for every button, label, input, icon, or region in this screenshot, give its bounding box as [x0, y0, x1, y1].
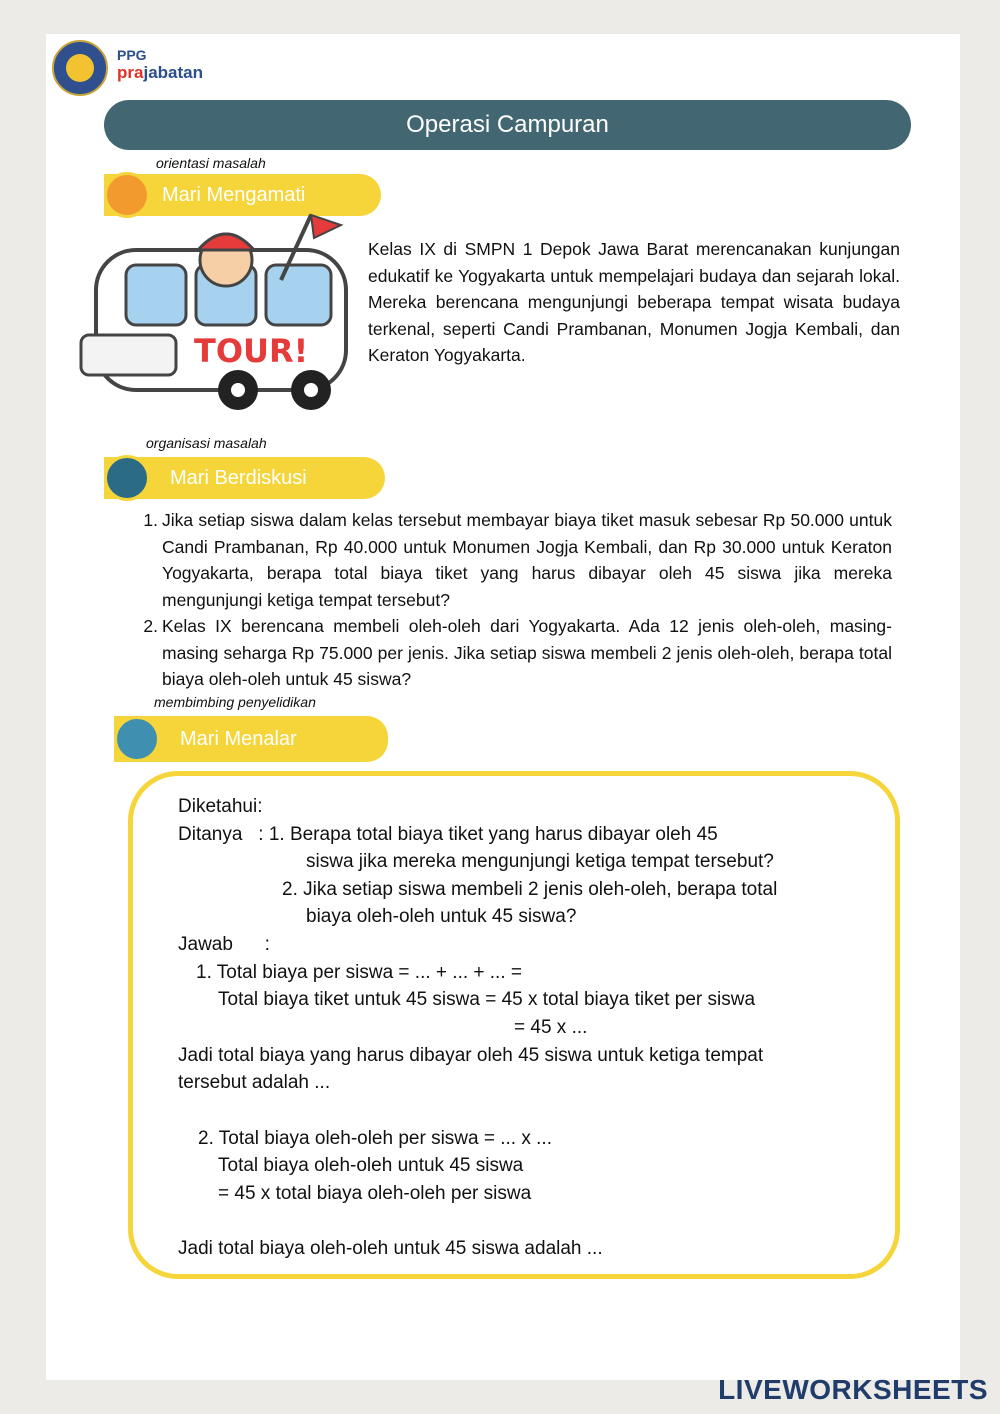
answer-line: Jadi total biaya yang harus dibayar oleh 45 siswa untuk ketiga tempat [178, 1045, 764, 1066]
page-title: Operasi Campuran [104, 100, 911, 150]
answer-line: Total biaya oleh-oleh untuk 45 siswa [218, 1155, 524, 1176]
section2-note: organisasi masalah [146, 435, 267, 451]
answer-line: 2. Jika setiap siswa membeli 2 jenis oleh-oleh, berapa total [282, 879, 778, 900]
answer-line: 1. Total biaya per siswa = ... + ... + ... = [196, 962, 522, 983]
answer-line: 2. Total biaya oleh-oleh per siswa = ... x ... [198, 1128, 552, 1149]
liveworksheets-logo: LIVEWORKSHEETS [718, 1374, 988, 1405]
list-item: 2. Kelas IX berencana membeli oleh-oleh dari Yogyakarta. Ada 12 jenis oleh-oleh, masing-masing seharga Rp 75.000 per jenis. Jika setiap siswa membeli 2 jenis oleh-oleh, berapa total biaya oleh-oleh untuk 45 siswa? [143, 616, 892, 689]
bus-tour-text: TOUR! [194, 332, 309, 370]
section1-paragraph: Kelas IX di SMPN 1 Depok Jawa Barat merencanakan kunjungan edukatif ke Yogyakarta untuk mempelajari budaya dan sejarah lokal. Mereka berencana mengunjungi beberapa tempat wisata budaya terkenal, seperti Candi Prambanan, Monumen Jogja Kembali, dan Keraton Yogyakarta. [368, 239, 900, 365]
section3-label: Mari Menalar [114, 716, 388, 762]
section1-note: orientasi masalah [156, 155, 266, 171]
answer-line: = 45 x total biaya oleh-oleh per siswa [218, 1183, 532, 1204]
answer-line: siswa jika mereka mengunjungi ketiga tempat tersebut? [306, 851, 774, 872]
brand-top: PPG [117, 47, 147, 63]
answer-line: Ditanya : 1. Berapa total biaya tiket yang harus dibayar oleh 45 [178, 824, 718, 845]
answer-line: = 45 x ... [514, 1017, 588, 1038]
answer-line: Total biaya tiket untuk 45 siswa = 45 x total biaya tiket per siswa [218, 989, 756, 1010]
brand-bottom: prajabatan [117, 63, 203, 82]
answer-line: Diketahui: [178, 796, 263, 817]
answer-line: Jawab : [178, 934, 270, 955]
gears-icon [114, 716, 160, 762]
answer-line: biaya oleh-oleh untuk 45 siswa? [306, 906, 577, 927]
discussion-list [136, 507, 892, 693]
section3-note: membimbing penyelidikan [154, 694, 316, 710]
university-seal-logo [52, 40, 108, 96]
answer-line: Jadi total biaya oleh-oleh untuk 45 siswa adalah ... [178, 1238, 603, 1259]
tour-bus-illustration [76, 210, 356, 420]
section2-label: Mari Berdiskusi [104, 457, 385, 499]
answer-line: tersebut adalah ... [178, 1072, 331, 1093]
chat-bubbles-icon [104, 455, 150, 501]
list-item: 1. Jika setiap siswa dalam kelas tersebut membayar biaya tiket masuk sebesar Rp 50.000 untuk Candi Prambanan, Rp 40.000 untuk Monumen Jogja Kembali, dan Rp 30.000 untuk Keraton Yogyakarta, berapa total biaya tiket yang harus dibayar oleh 45 siswa jika mereka mengunjungi ketiga tempat tersebut? [143, 510, 892, 610]
section1-label: Mari Mengamati [104, 174, 381, 216]
